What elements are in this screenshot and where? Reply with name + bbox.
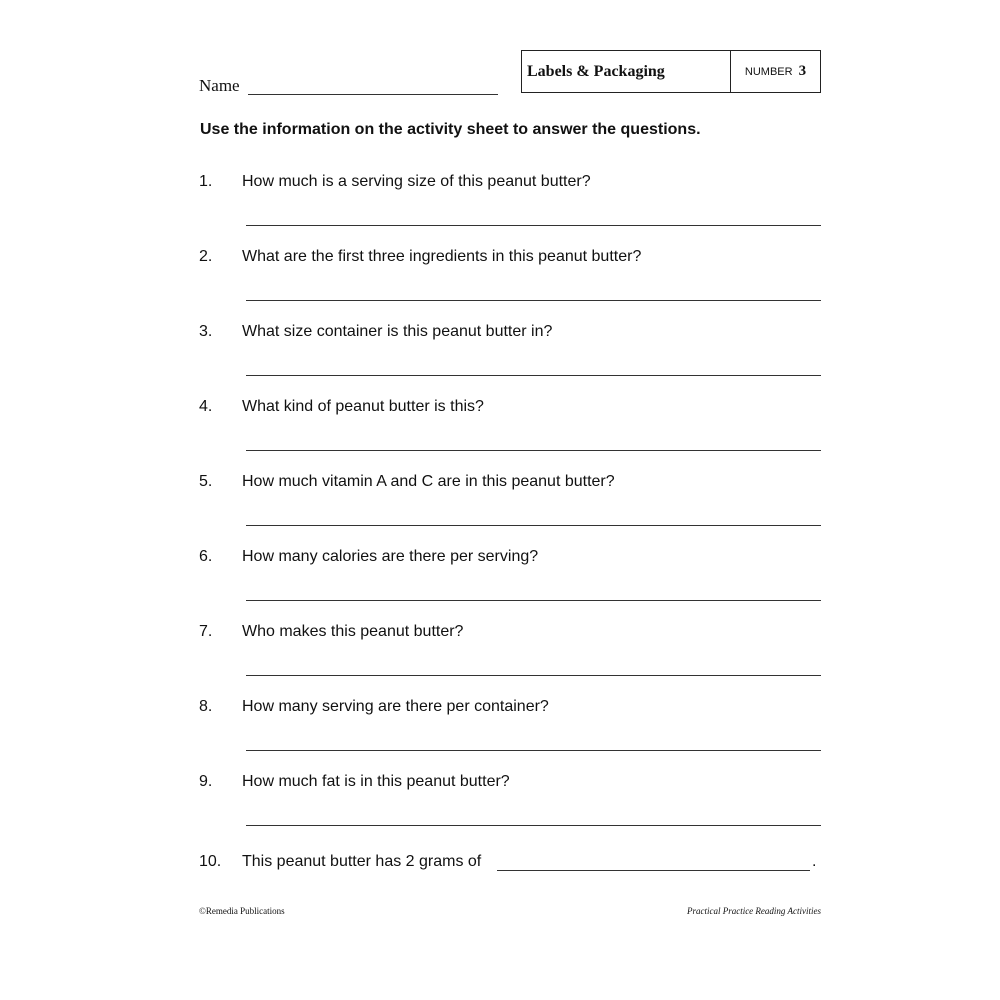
name-field-line[interactable] (248, 94, 498, 95)
instructions: Use the information on the activity sheet to answer the questions. (200, 121, 701, 138)
question-text: Who makes this peanut butter? (242, 623, 464, 640)
question-number: 9. (199, 773, 213, 790)
name-label: Name (199, 76, 240, 95)
question-text: What size container is this peanut butter in? (242, 323, 553, 340)
number-cell (731, 51, 820, 92)
question-number: 8. (199, 698, 213, 715)
number-label: NUMBER (744, 65, 793, 78)
question-number: 7. (199, 623, 213, 640)
copyright-footer: ©Remedia Publications (199, 906, 285, 916)
question-number: 5. (199, 473, 213, 490)
question-number: 6. (199, 548, 213, 565)
answer-line[interactable] (246, 825, 821, 826)
sentence-period: . (812, 853, 817, 870)
question-text: How many calories are there per serving? (242, 548, 539, 565)
question-text: How much fat is in this peanut butter? (242, 773, 510, 790)
answer-line[interactable] (246, 225, 821, 226)
question-number: 4. (199, 398, 213, 415)
question-number: 10. (199, 853, 222, 870)
question-number: 3. (199, 323, 213, 340)
question-number: 1. (199, 173, 213, 190)
question-text: What kind of peanut butter is this? (242, 398, 484, 415)
answer-line[interactable] (246, 525, 821, 526)
question-text: How many serving are there per container? (242, 698, 549, 715)
answer-line[interactable] (246, 750, 821, 751)
answer-line[interactable] (246, 600, 821, 601)
question-text: This peanut butter has 2 grams of (242, 853, 482, 870)
answer-line[interactable] (246, 300, 821, 301)
question-text: What are the first three ingredients in this peanut butter? (242, 248, 642, 265)
answer-line[interactable] (246, 375, 821, 376)
answer-line[interactable] (246, 675, 821, 676)
question-text: How much vitamin A and C are in this peanut butter? (242, 473, 615, 490)
number-value: 3 (798, 63, 807, 79)
series-footer: Practical Practice Reading Activities (686, 906, 821, 916)
answer-line[interactable] (246, 450, 821, 451)
fill-in-blank-line[interactable] (497, 870, 810, 871)
worksheet-title: Labels & Packaging (522, 51, 731, 92)
question-number: 2. (199, 248, 213, 265)
question-text: How much is a serving size of this peanut butter? (242, 173, 591, 190)
title-box (521, 50, 821, 93)
